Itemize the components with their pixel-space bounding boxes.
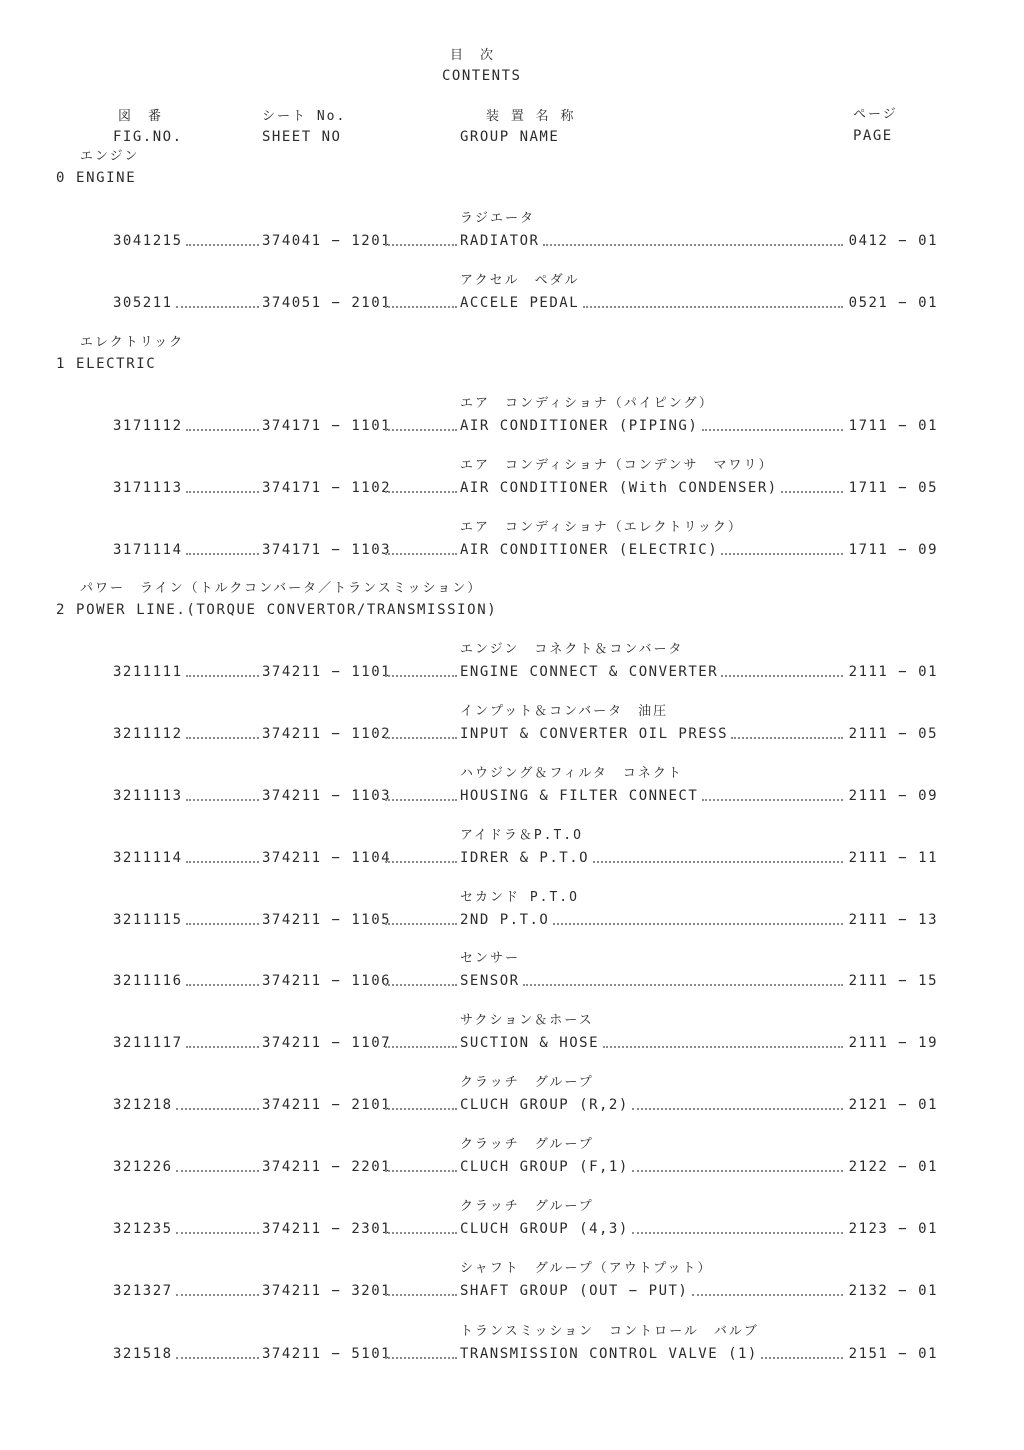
leader-dots: [385, 1170, 457, 1172]
entry-sheet-no: 374171 − 1103: [262, 542, 392, 558]
leader-dots: [543, 244, 843, 246]
leader-dots: [385, 923, 457, 925]
entry-name-jp: セカンド P.T.O: [460, 890, 579, 905]
entry-sheet-no: 374211 − 1106: [262, 973, 392, 989]
leader-dots: [186, 491, 259, 493]
entry-page: 2123 − 01: [848, 1221, 938, 1237]
leader-dots: [781, 491, 843, 493]
leader-dots: [186, 737, 259, 739]
entry-group-name: IDRER & P.T.O: [460, 850, 590, 866]
header-fig-en: FIG.NO.: [113, 129, 183, 145]
entry-group-name: CLUCH GROUP (F,1): [460, 1159, 629, 1175]
leader-dots: [721, 553, 843, 555]
entry-group-name: AIR CONDITIONER (ELECTRIC): [460, 542, 719, 558]
entry-sheet-no: 374211 − 5101: [262, 1346, 392, 1362]
leader-dots: [385, 1294, 457, 1296]
entry-page: 1711 − 01: [848, 418, 938, 434]
entry-page: 2122 − 01: [848, 1159, 938, 1175]
entry-name-jp: ラジエータ: [460, 211, 536, 226]
entry-sheet-no: 374211 − 1105: [262, 912, 392, 928]
entry-sheet-no: 374171 − 1102: [262, 480, 392, 496]
entry-name-jp: トランスミッション コントロール バルブ: [460, 1324, 759, 1339]
entry-page: 2111 − 01: [848, 664, 938, 680]
leader-dots: [761, 1357, 843, 1359]
leader-dots: [186, 1046, 259, 1048]
header-page-jp: ページ: [853, 107, 898, 122]
entry-fig-no: 3171114: [113, 542, 183, 558]
leader-dots: [385, 1357, 457, 1359]
entry-fig-no: 305211: [113, 295, 173, 311]
entry-group-name: SENSOR: [460, 973, 520, 989]
header-page-en: PAGE: [853, 128, 893, 144]
header-group-en: GROUP NAME: [460, 129, 560, 145]
leader-dots: [176, 1170, 259, 1172]
entry-name-jp: クラッチ グループ: [460, 1199, 594, 1214]
entry-name-jp: クラッチ グループ: [460, 1137, 594, 1152]
entry-fig-no: 321218: [113, 1097, 173, 1113]
leader-dots: [186, 861, 259, 863]
entry-page: 2111 − 15: [848, 973, 938, 989]
entry-page: 0412 − 01: [848, 233, 938, 249]
entry-group-name: 2ND P.T.O: [460, 912, 550, 928]
leader-dots: [603, 1046, 843, 1048]
header-sheet-en: SHEET NO: [262, 129, 342, 145]
entry-sheet-no: 374041 − 1201: [262, 233, 392, 249]
entry-fig-no: 321327: [113, 1283, 173, 1299]
leader-dots: [385, 861, 457, 863]
leader-dots: [553, 923, 843, 925]
entry-name-jp: アクセル ペダル: [460, 273, 580, 288]
leader-dots: [632, 1170, 843, 1172]
leader-dots: [721, 675, 843, 677]
leader-dots: [385, 244, 457, 246]
entry-sheet-no: 374211 − 1101: [262, 664, 392, 680]
leader-dots: [186, 984, 259, 986]
section-powerline-jp: パワー ライン（トルクコンバータ／トランスミッション）: [80, 581, 483, 596]
entry-sheet-no: 374211 − 1104: [262, 850, 392, 866]
leader-dots: [385, 306, 457, 308]
leader-dots: [702, 799, 843, 801]
section-engine-en: 0 ENGINE: [56, 170, 137, 186]
entry-fig-no: 3171112: [113, 418, 183, 434]
entry-name-jp: シャフト グループ（アウトプット）: [460, 1261, 713, 1276]
entry-fig-no: 321226: [113, 1159, 173, 1175]
leader-dots: [186, 923, 259, 925]
entry-fig-no: 3211117: [113, 1035, 183, 1051]
leader-dots: [176, 1232, 259, 1234]
entry-page: 2111 − 05: [848, 726, 938, 742]
section-engine-jp: エンジン: [80, 149, 140, 164]
section-electric-en: 1 ELECTRIC: [56, 356, 157, 372]
section-electric-jp: エレクトリック: [80, 335, 185, 350]
entry-page: 2111 − 09: [848, 788, 938, 804]
header-sheet-jp: シート No.: [262, 109, 347, 124]
leader-dots: [176, 1108, 259, 1110]
entry-group-name: CLUCH GROUP (4,3): [460, 1221, 629, 1237]
entry-page: 1711 − 05: [848, 480, 938, 496]
entry-name-jp: エア コンディショナ（パイピング）: [460, 396, 714, 411]
entry-group-name: SUCTION & HOSE: [460, 1035, 600, 1051]
leader-dots: [523, 984, 843, 986]
leader-dots: [186, 553, 259, 555]
entry-group-name: TRANSMISSION CONTROL VALVE (1): [460, 1346, 758, 1362]
entry-name-jp: センサー: [460, 951, 521, 966]
entry-group-name: AIR CONDITIONER (PIPING): [460, 418, 699, 434]
section-powerline-en: 2 POWER LINE.(TORQUE CONVERTOR/TRANSMISSION): [56, 602, 498, 618]
entry-name-jp: エア コンディショナ（コンデンサ マワリ）: [460, 458, 774, 473]
leader-dots: [385, 429, 457, 431]
entry-page: 2121 − 01: [848, 1097, 938, 1113]
leader-dots: [176, 1294, 259, 1296]
leader-dots: [632, 1108, 843, 1110]
leader-dots: [632, 1232, 843, 1234]
entry-name-jp: インプット＆コンバータ 油圧: [460, 704, 669, 719]
entry-group-name: ACCELE PEDAL: [460, 295, 580, 311]
entry-sheet-no: 374211 − 3201: [262, 1283, 392, 1299]
entry-fig-no: 3211113: [113, 788, 183, 804]
entry-page: 2111 − 11: [848, 850, 938, 866]
leader-dots: [186, 429, 259, 431]
entry-sheet-no: 374211 − 2101: [262, 1097, 392, 1113]
entry-fig-no: 3041215: [113, 233, 183, 249]
entry-name-jp: エンジン コネクト＆コンバータ: [460, 642, 684, 657]
leader-dots: [731, 737, 843, 739]
entry-fig-no: 321518: [113, 1346, 173, 1362]
entry-group-name: INPUT & CONVERTER OIL PRESS: [460, 726, 729, 742]
title-en: CONTENTS: [442, 68, 522, 84]
entry-fig-no: 3171113: [113, 480, 183, 496]
entry-page: 2111 − 19: [848, 1035, 938, 1051]
entry-sheet-no: 374211 − 2301: [262, 1221, 392, 1237]
entry-group-name: ENGINE CONNECT & CONVERTER: [460, 664, 719, 680]
entry-page: 0521 − 01: [848, 295, 938, 311]
entry-page: 2132 − 01: [848, 1283, 938, 1299]
entry-group-name: SHAFT GROUP (OUT − PUT): [460, 1283, 689, 1299]
leader-dots: [593, 861, 843, 863]
entry-page: 2111 − 13: [848, 912, 938, 928]
leader-dots: [176, 306, 259, 308]
header-fig-jp: 図 番: [118, 109, 164, 124]
leader-dots: [385, 491, 457, 493]
leader-dots: [186, 799, 259, 801]
title-jp: 目 次: [450, 48, 496, 63]
leader-dots: [385, 984, 457, 986]
leader-dots: [692, 1294, 843, 1296]
entry-name-jp: エア コンディショナ（エレクトリック）: [460, 520, 743, 535]
entry-name-jp: ハウジング＆フィルタ コネクト: [460, 766, 683, 781]
leader-dots: [385, 553, 457, 555]
leader-dots: [186, 675, 259, 677]
entry-group-name: RADIATOR: [460, 233, 540, 249]
entry-fig-no: 321235: [113, 1221, 173, 1237]
entry-group-name: CLUCH GROUP (R,2): [460, 1097, 629, 1113]
entry-fig-no: 3211114: [113, 850, 183, 866]
entry-fig-no: 3211112: [113, 726, 183, 742]
leader-dots: [385, 799, 457, 801]
entry-name-jp: クラッチ グループ: [460, 1075, 594, 1090]
entry-sheet-no: 374211 − 1107: [262, 1035, 392, 1051]
entry-fig-no: 3211115: [113, 912, 183, 928]
entry-page: 2151 − 01: [848, 1346, 938, 1362]
entry-fig-no: 3211111: [113, 664, 183, 680]
leader-dots: [385, 1232, 457, 1234]
leader-dots: [176, 1357, 259, 1359]
entry-sheet-no: 374211 − 2201: [262, 1159, 392, 1175]
entry-name-jp: アイドラ＆P.T.O: [460, 828, 583, 843]
leader-dots: [385, 1046, 457, 1048]
entry-name-jp: サクション＆ホース: [460, 1013, 594, 1028]
entry-group-name: AIR CONDITIONER (With CONDENSER): [460, 480, 778, 496]
entry-sheet-no: 374051 − 2101: [262, 295, 392, 311]
leader-dots: [385, 737, 457, 739]
leader-dots: [186, 244, 259, 246]
entry-sheet-no: 374211 − 1103: [262, 788, 392, 804]
leader-dots: [385, 675, 457, 677]
entry-group-name: HOUSING & FILTER CONNECT: [460, 788, 699, 804]
leader-dots: [583, 306, 843, 308]
leader-dots: [385, 1108, 457, 1110]
entry-page: 1711 − 09: [848, 542, 938, 558]
entry-sheet-no: 374171 − 1101: [262, 418, 392, 434]
header-group-jp: 装 置 名 称: [486, 109, 576, 124]
leader-dots: [702, 429, 843, 431]
entry-fig-no: 3211116: [113, 973, 183, 989]
entry-sheet-no: 374211 − 1102: [262, 726, 392, 742]
